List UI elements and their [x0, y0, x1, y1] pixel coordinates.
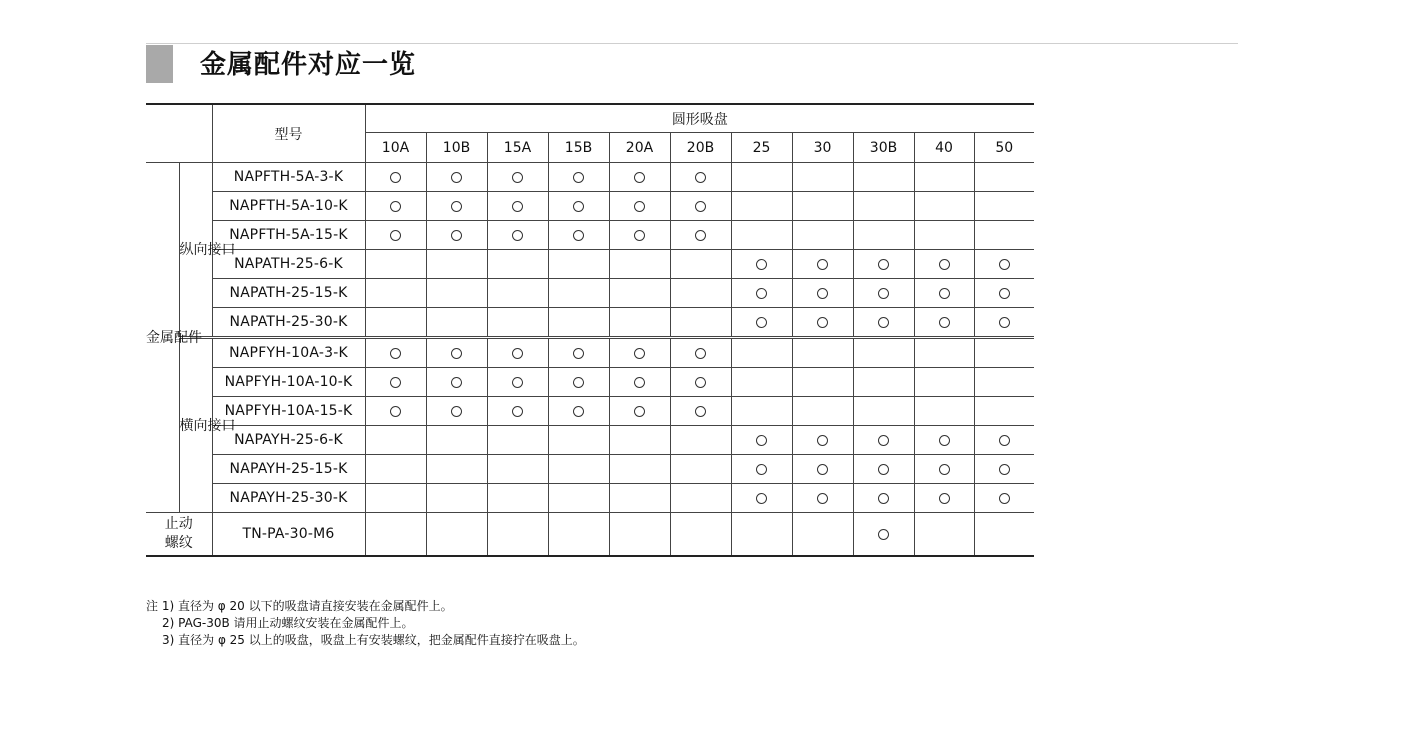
note-1: 注 1) 直径为 φ 20 以下的吸盘请直接安装在金属配件上。 [146, 599, 453, 613]
empty-cell [609, 455, 670, 484]
compatible-circle-icon [817, 288, 828, 299]
compatible-cell [365, 163, 426, 192]
column-header: 30 [792, 133, 853, 163]
compatible-circle-icon [817, 435, 828, 446]
compatible-circle-icon [634, 201, 645, 212]
empty-cell [853, 338, 914, 368]
compatible-circle-icon [939, 493, 950, 504]
compatible-circle-icon [512, 230, 523, 241]
empty-cell [670, 455, 731, 484]
compatible-cell [426, 338, 487, 368]
empty-cell [426, 250, 487, 279]
empty-cell [974, 192, 1034, 221]
empty-cell [609, 279, 670, 308]
compatible-circle-icon [878, 435, 889, 446]
compatible-cell [670, 163, 731, 192]
compatible-circle-icon [999, 493, 1010, 504]
compatible-circle-icon [451, 377, 462, 388]
empty-cell [365, 513, 426, 557]
compatible-circle-icon [634, 377, 645, 388]
compatible-circle-icon [878, 259, 889, 270]
empty-cell [914, 368, 974, 397]
empty-cell [365, 250, 426, 279]
compatible-cell [853, 250, 914, 279]
compatible-circle-icon [878, 288, 889, 299]
table-row [146, 163, 1034, 192]
compatible-cell [609, 221, 670, 250]
compatible-cell [548, 338, 609, 368]
empty-cell [853, 163, 914, 192]
empty-cell [731, 513, 792, 557]
compatible-circle-icon [878, 493, 889, 504]
stop-thread-label: 止动 螺纹 [146, 513, 212, 557]
compatible-circle-icon [939, 435, 950, 446]
compatible-circle-icon [451, 201, 462, 212]
empty-cell [792, 163, 853, 192]
compatible-circle-icon [573, 406, 584, 417]
empty-cell [731, 221, 792, 250]
compatible-cell [731, 455, 792, 484]
model-cell: NAPATH-25-30-K [212, 308, 365, 338]
compatible-circle-icon [573, 172, 584, 183]
empty-cell [548, 455, 609, 484]
empty-cell [426, 426, 487, 455]
fitting-compatibility-table [146, 103, 1034, 557]
page-title: 金属配件对应一览 [200, 50, 417, 80]
compatible-cell [731, 426, 792, 455]
empty-cell [670, 308, 731, 338]
compatible-circle-icon [451, 406, 462, 417]
empty-cell [670, 279, 731, 308]
compatible-cell [609, 338, 670, 368]
table-row [146, 308, 1034, 338]
compatible-circle-icon [573, 201, 584, 212]
compatible-cell [792, 308, 853, 338]
compatible-circle-icon [634, 348, 645, 359]
empty-cell [670, 250, 731, 279]
compatible-cell [914, 426, 974, 455]
compatible-circle-icon [573, 377, 584, 388]
compatible-circle-icon [999, 464, 1010, 475]
compatible-circle-icon [999, 317, 1010, 328]
model-cell: NAPFYH-10A-3-K [212, 338, 365, 368]
column-header: 25 [731, 133, 792, 163]
compatible-circle-icon [878, 317, 889, 328]
empty-cell [426, 308, 487, 338]
compatible-cell [853, 426, 914, 455]
compatible-cell [792, 426, 853, 455]
compatible-circle-icon [390, 348, 401, 359]
model-cell: NAPFYH-10A-10-K [212, 368, 365, 397]
empty-cell [365, 308, 426, 338]
compatible-circle-icon [695, 230, 706, 241]
table-row [146, 279, 1034, 308]
compatible-circle-icon [390, 377, 401, 388]
empty-cell [365, 484, 426, 513]
empty-cell [974, 163, 1034, 192]
empty-cell [974, 368, 1034, 397]
compatible-circle-icon [634, 172, 645, 183]
empty-cell [731, 192, 792, 221]
compatible-cell [426, 163, 487, 192]
empty-cell [792, 513, 853, 557]
compatible-cell [914, 279, 974, 308]
compatible-circle-icon [695, 201, 706, 212]
compatible-circle-icon [512, 201, 523, 212]
model-cell: NAPATH-25-15-K [212, 279, 365, 308]
compatible-circle-icon [878, 464, 889, 475]
compatible-circle-icon [817, 317, 828, 328]
compatible-cell [365, 192, 426, 221]
compatible-circle-icon [451, 172, 462, 183]
compatible-cell [670, 192, 731, 221]
compatible-cell [487, 338, 548, 368]
compatible-cell [792, 455, 853, 484]
empty-cell [487, 279, 548, 308]
empty-cell [853, 192, 914, 221]
model-cell: NAPAYH-25-6-K [212, 426, 365, 455]
empty-cell [914, 163, 974, 192]
title-accent-block [146, 45, 173, 83]
model-cell: TN-PA-30-M6 [212, 513, 365, 557]
compatible-cell [548, 163, 609, 192]
table-row [146, 368, 1034, 397]
empty-cell [487, 455, 548, 484]
empty-cell [974, 221, 1034, 250]
empty-cell [792, 338, 853, 368]
compatible-cell [609, 163, 670, 192]
empty-cell [914, 397, 974, 426]
compatible-circle-icon [817, 464, 828, 475]
empty-cell [609, 308, 670, 338]
empty-cell [670, 513, 731, 557]
compatible-cell [670, 397, 731, 426]
empty-cell [914, 513, 974, 557]
compatible-circle-icon [695, 406, 706, 417]
category-label: 金属配件 [146, 163, 179, 513]
table-row [146, 455, 1034, 484]
compatible-circle-icon [939, 259, 950, 270]
compatible-circle-icon [999, 288, 1010, 299]
compatible-cell [670, 221, 731, 250]
empty-cell [365, 455, 426, 484]
compatible-cell [731, 279, 792, 308]
model-cell: NAPAYH-25-30-K [212, 484, 365, 513]
compatible-circle-icon [999, 259, 1010, 270]
empty-cell [548, 279, 609, 308]
compatible-circle-icon [756, 317, 767, 328]
table-row-stop-thread [146, 513, 1034, 557]
table-row [146, 221, 1034, 250]
compatible-cell [974, 455, 1034, 484]
compatible-cell [365, 221, 426, 250]
empty-cell [853, 397, 914, 426]
compatible-circle-icon [390, 230, 401, 241]
compatible-cell [487, 368, 548, 397]
compatible-cell [548, 192, 609, 221]
model-cell: NAPAYH-25-15-K [212, 455, 365, 484]
compatible-circle-icon [817, 259, 828, 270]
compatible-cell [974, 308, 1034, 338]
compatible-cell [548, 397, 609, 426]
compatible-cell [426, 192, 487, 221]
empty-cell [731, 163, 792, 192]
empty-cell [548, 308, 609, 338]
compatible-cell [609, 397, 670, 426]
compatible-circle-icon [390, 172, 401, 183]
header-row-group [146, 104, 1034, 133]
compatible-circle-icon [756, 259, 767, 270]
model-cell: NAPATH-25-6-K [212, 250, 365, 279]
empty-cell [731, 338, 792, 368]
compatible-cell [914, 308, 974, 338]
compatible-cell [487, 163, 548, 192]
empty-cell [914, 338, 974, 368]
compatible-cell [609, 192, 670, 221]
compatible-circle-icon [756, 464, 767, 475]
compatible-circle-icon [695, 348, 706, 359]
empty-cell [426, 484, 487, 513]
compatible-cell [792, 279, 853, 308]
compatible-cell [365, 338, 426, 368]
empty-cell [487, 308, 548, 338]
empty-cell [548, 484, 609, 513]
compatible-cell [974, 279, 1034, 308]
compatible-cell [548, 368, 609, 397]
compatible-circle-icon [817, 493, 828, 504]
compatible-circle-icon [756, 288, 767, 299]
empty-cell [609, 250, 670, 279]
empty-cell [426, 513, 487, 557]
compatible-circle-icon [878, 529, 889, 540]
notes [146, 598, 585, 649]
compatible-circle-icon [756, 493, 767, 504]
empty-cell [548, 426, 609, 455]
compatible-circle-icon [939, 464, 950, 475]
empty-cell [914, 192, 974, 221]
empty-cell [974, 397, 1034, 426]
compatible-cell [914, 250, 974, 279]
empty-cell [731, 368, 792, 397]
compatible-circle-icon [451, 230, 462, 241]
compatible-cell [731, 250, 792, 279]
compatible-cell [914, 455, 974, 484]
table-row [146, 192, 1034, 221]
compatible-cell [853, 308, 914, 338]
table-row [146, 250, 1034, 279]
compatible-cell [792, 250, 853, 279]
empty-cell [365, 426, 426, 455]
empty-cell [670, 484, 731, 513]
empty-cell [548, 250, 609, 279]
compatible-circle-icon [573, 230, 584, 241]
compatible-circle-icon [512, 348, 523, 359]
model-cell: NAPFTH-5A-10-K [212, 192, 365, 221]
empty-cell [792, 397, 853, 426]
compatible-cell [853, 455, 914, 484]
compatible-circle-icon [573, 348, 584, 359]
column-header: 20B [670, 133, 731, 163]
empty-cell [731, 397, 792, 426]
compatible-cell [670, 338, 731, 368]
empty-cell [365, 279, 426, 308]
table-row [146, 338, 1034, 368]
top-rule [146, 43, 1238, 44]
empty-cell [792, 192, 853, 221]
column-header: 15A [487, 133, 548, 163]
model-header: 型号 [212, 104, 365, 163]
column-header: 20A [609, 133, 670, 163]
column-header: 40 [914, 133, 974, 163]
empty-cell [609, 513, 670, 557]
compatible-cell [365, 368, 426, 397]
compatible-cell [974, 250, 1034, 279]
empty-cell [792, 368, 853, 397]
compatible-circle-icon [939, 288, 950, 299]
compatible-circle-icon [756, 435, 767, 446]
empty-cell [548, 513, 609, 557]
column-header: 10B [426, 133, 487, 163]
compatible-circle-icon [634, 230, 645, 241]
model-cell: NAPFTH-5A-3-K [212, 163, 365, 192]
empty-cell [609, 426, 670, 455]
compatible-cell [670, 368, 731, 397]
empty-cell [853, 368, 914, 397]
model-cell: NAPFYH-10A-15-K [212, 397, 365, 426]
compatible-cell [853, 279, 914, 308]
compatible-circle-icon [451, 348, 462, 359]
header-corner-cell [146, 104, 212, 163]
compatible-cell [548, 221, 609, 250]
compatible-circle-icon [512, 377, 523, 388]
compatible-circle-icon [695, 377, 706, 388]
compatible-circle-icon [939, 317, 950, 328]
compatible-cell [792, 484, 853, 513]
empty-cell [426, 455, 487, 484]
empty-cell [792, 221, 853, 250]
empty-cell [487, 250, 548, 279]
table-row [146, 484, 1034, 513]
empty-cell [609, 484, 670, 513]
compatible-cell [914, 484, 974, 513]
compatible-cell [487, 192, 548, 221]
compatible-cell [487, 221, 548, 250]
section-label: 横向接口 [179, 338, 212, 513]
compatible-cell [731, 308, 792, 338]
compatible-cell [365, 397, 426, 426]
table-row [146, 397, 1034, 426]
compatible-cell [853, 513, 914, 557]
compatible-cell [426, 368, 487, 397]
compatible-circle-icon [999, 435, 1010, 446]
empty-cell [487, 426, 548, 455]
compatible-cell [487, 397, 548, 426]
empty-cell [487, 484, 548, 513]
empty-cell [853, 221, 914, 250]
compatible-cell [426, 397, 487, 426]
compatible-circle-icon [390, 406, 401, 417]
compatible-cell [426, 221, 487, 250]
column-header: 50 [974, 133, 1034, 163]
column-header: 10A [365, 133, 426, 163]
column-header: 15B [548, 133, 609, 163]
compatible-circle-icon [634, 406, 645, 417]
note-3: 3) 直径为 φ 25 以上的吸盘，吸盘上有安装螺纹，把金属配件直接拧在吸盘上。 [162, 633, 585, 647]
column-header: 30B [853, 133, 914, 163]
group-header: 圆形吸盘 [365, 104, 1034, 133]
compatible-cell [974, 484, 1034, 513]
model-cell: NAPFTH-5A-15-K [212, 221, 365, 250]
compatible-cell [731, 484, 792, 513]
empty-cell [974, 338, 1034, 368]
compatible-circle-icon [695, 172, 706, 183]
compatible-cell [974, 426, 1034, 455]
empty-cell [487, 513, 548, 557]
empty-cell [974, 513, 1034, 557]
note-2: 2) PAG-30B 请用止动螺纹安装在金属配件上。 [162, 616, 414, 630]
compatible-cell [609, 368, 670, 397]
compatible-circle-icon [390, 201, 401, 212]
compatible-circle-icon [512, 172, 523, 183]
table-row [146, 426, 1034, 455]
empty-cell [914, 221, 974, 250]
empty-cell [670, 426, 731, 455]
compatible-circle-icon [512, 406, 523, 417]
section-label: 纵向接口 [179, 163, 212, 338]
empty-cell [426, 279, 487, 308]
compatible-cell [853, 484, 914, 513]
